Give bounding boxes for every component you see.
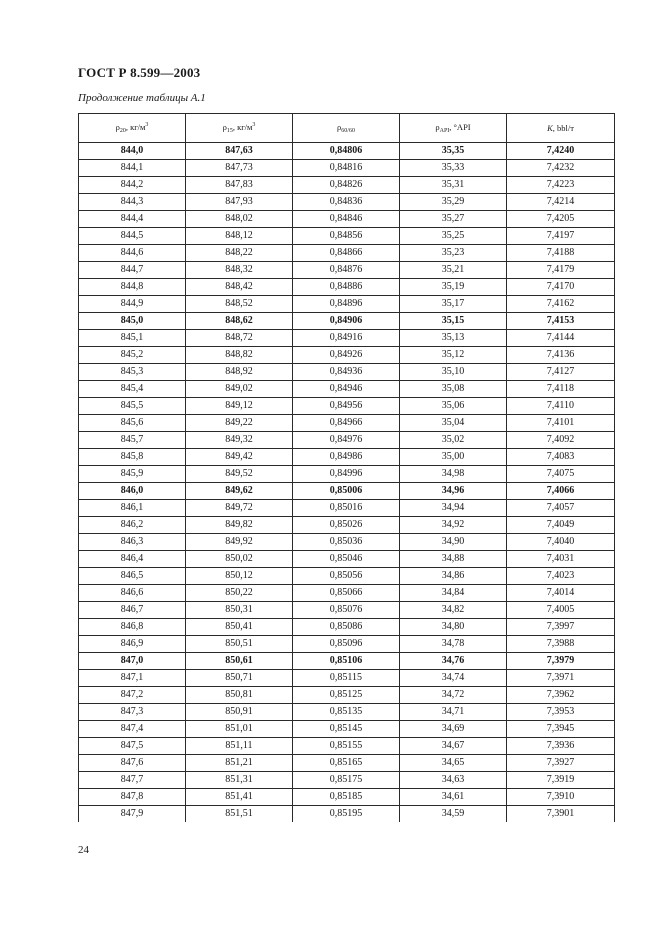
- table-body: [79, 143, 615, 823]
- cell-rho-api: 34,72: [400, 687, 507, 704]
- cell-rho60-60: 0,84856: [293, 228, 400, 245]
- table-header: [79, 114, 615, 143]
- table-row: [79, 704, 615, 721]
- cell-rho20: 845,2: [79, 347, 186, 364]
- cell-rho-api: 34,76: [400, 653, 507, 670]
- cell-rho-api: 34,65: [400, 755, 507, 772]
- cell-rho20: 847,2: [79, 687, 186, 704]
- cell-rho20: 844,2: [79, 177, 186, 194]
- cell-k: 7,4188: [507, 245, 615, 262]
- cell-rho20: 846,6: [79, 585, 186, 602]
- header-unit: , кг/м: [232, 122, 253, 132]
- cell-rho20: 845,6: [79, 415, 186, 432]
- cell-rho15: 849,02: [186, 381, 293, 398]
- table-caption: Продолжение таблицы А.1: [78, 92, 206, 104]
- col-header-rho15: [186, 114, 293, 143]
- table-row: [79, 432, 615, 449]
- density-table: [78, 113, 615, 822]
- cell-k: 7,4153: [507, 313, 615, 330]
- cell-rho-api: 34,71: [400, 704, 507, 721]
- cell-rho-api: 34,67: [400, 738, 507, 755]
- cell-rho20: 844,3: [79, 194, 186, 211]
- table-row: [79, 755, 615, 772]
- table-row: [79, 619, 615, 636]
- cell-rho60-60: 0,84936: [293, 364, 400, 381]
- cell-k: 7,4136: [507, 347, 615, 364]
- cell-rho-api: 35,04: [400, 415, 507, 432]
- cell-rho60-60: 0,85115: [293, 670, 400, 687]
- cell-rho15: 847,83: [186, 177, 293, 194]
- cell-k: 7,4110: [507, 398, 615, 415]
- cell-rho15: 849,72: [186, 500, 293, 517]
- table-row: [79, 415, 615, 432]
- cell-rho20: 846,3: [79, 534, 186, 551]
- cell-rho15: 849,22: [186, 415, 293, 432]
- cell-rho20: 845,0: [79, 313, 186, 330]
- cell-rho60-60: 0,84806: [293, 143, 400, 160]
- cell-rho60-60: 0,84886: [293, 279, 400, 296]
- cell-rho20: 846,1: [79, 500, 186, 517]
- cell-k: 7,4023: [507, 568, 615, 585]
- cell-rho20: 845,8: [79, 449, 186, 466]
- cell-rho-api: 34,98: [400, 466, 507, 483]
- cell-rho60-60: 0,85145: [293, 721, 400, 738]
- cell-rho20: 844,0: [79, 143, 186, 160]
- cell-rho60-60: 0,85175: [293, 772, 400, 789]
- cell-k: 7,4066: [507, 483, 615, 500]
- cell-rho-api: 35,27: [400, 211, 507, 228]
- cell-rho60-60: 0,84956: [293, 398, 400, 415]
- table-row: [79, 466, 615, 483]
- cell-rho60-60: 0,85135: [293, 704, 400, 721]
- cell-rho15: 849,82: [186, 517, 293, 534]
- table-row: [79, 602, 615, 619]
- cell-rho20: 846,0: [79, 483, 186, 500]
- cell-rho20: 846,2: [79, 517, 186, 534]
- table-row: [79, 687, 615, 704]
- cell-k: 7,3971: [507, 670, 615, 687]
- document-code: ГОСТ Р 8.599—2003: [78, 65, 201, 80]
- cell-rho60-60: 0,85026: [293, 517, 400, 534]
- cell-rho15: 850,81: [186, 687, 293, 704]
- cell-rho-api: 35,17: [400, 296, 507, 313]
- cell-rho60-60: 0,85125: [293, 687, 400, 704]
- cell-k: 7,3910: [507, 789, 615, 806]
- cell-rho20: 847,3: [79, 704, 186, 721]
- table-row: [79, 347, 615, 364]
- cell-rho60-60: 0,84946: [293, 381, 400, 398]
- cell-rho60-60: 0,84996: [293, 466, 400, 483]
- page-number: 24: [78, 844, 89, 856]
- cell-rho20: 844,1: [79, 160, 186, 177]
- table-row: [79, 143, 615, 160]
- cell-rho60-60: 0,84906: [293, 313, 400, 330]
- header-unit: , кг/м: [125, 122, 146, 132]
- cell-rho15: 851,41: [186, 789, 293, 806]
- cell-rho-api: 34,86: [400, 568, 507, 585]
- header-symbol: ρ: [115, 122, 120, 132]
- header-unit: , bbl/т: [552, 123, 574, 133]
- cell-rho15: 848,72: [186, 330, 293, 347]
- cell-k: 7,3936: [507, 738, 615, 755]
- cell-rho15: 849,52: [186, 466, 293, 483]
- cell-k: 7,4179: [507, 262, 615, 279]
- cell-rho15: 849,62: [186, 483, 293, 500]
- cell-rho60-60: 0,85106: [293, 653, 400, 670]
- table-row: [79, 568, 615, 585]
- header-subscript: API: [439, 128, 450, 134]
- cell-rho15: 850,51: [186, 636, 293, 653]
- cell-rho60-60: 0,85185: [293, 789, 400, 806]
- header-symbol: K: [547, 123, 553, 133]
- cell-rho15: 848,52: [186, 296, 293, 313]
- cell-rho20: 847,5: [79, 738, 186, 755]
- cell-rho15: 849,42: [186, 449, 293, 466]
- cell-rho20: 846,5: [79, 568, 186, 585]
- cell-k: 7,3927: [507, 755, 615, 772]
- cell-rho20: 847,4: [79, 721, 186, 738]
- cell-rho20: 845,7: [79, 432, 186, 449]
- cell-k: 7,4214: [507, 194, 615, 211]
- table-row: [79, 262, 615, 279]
- cell-rho15: 848,62: [186, 313, 293, 330]
- cell-rho15: 849,32: [186, 432, 293, 449]
- cell-rho-api: 34,69: [400, 721, 507, 738]
- cell-rho-api: 35,29: [400, 194, 507, 211]
- table-row: [79, 177, 615, 194]
- cell-rho-api: 34,74: [400, 670, 507, 687]
- cell-rho-api: 35,08: [400, 381, 507, 398]
- header-subscript: 60/60: [341, 128, 355, 134]
- cell-k: 7,4083: [507, 449, 615, 466]
- table-row: [79, 483, 615, 500]
- cell-rho60-60: 0,85016: [293, 500, 400, 517]
- table-row: [79, 551, 615, 568]
- header-superscript: 3: [252, 122, 256, 128]
- cell-rho15: 850,71: [186, 670, 293, 687]
- cell-rho20: 844,7: [79, 262, 186, 279]
- cell-rho15: 851,31: [186, 772, 293, 789]
- cell-rho-api: 35,00: [400, 449, 507, 466]
- cell-rho-api: 35,02: [400, 432, 507, 449]
- cell-rho60-60: 0,84896: [293, 296, 400, 313]
- cell-rho60-60: 0,85076: [293, 602, 400, 619]
- cell-rho15: 848,12: [186, 228, 293, 245]
- cell-rho-api: 34,96: [400, 483, 507, 500]
- header-subscript: 15: [226, 128, 233, 134]
- cell-rho20: 844,8: [79, 279, 186, 296]
- table-row: [79, 313, 615, 330]
- cell-k: 7,4232: [507, 160, 615, 177]
- cell-rho60-60: 0,85056: [293, 568, 400, 585]
- cell-rho-api: 34,94: [400, 500, 507, 517]
- cell-k: 7,3919: [507, 772, 615, 789]
- cell-rho60-60: 0,85046: [293, 551, 400, 568]
- cell-rho-api: 34,63: [400, 772, 507, 789]
- cell-rho60-60: 0,84916: [293, 330, 400, 347]
- cell-rho15: 850,12: [186, 568, 293, 585]
- cell-k: 7,4049: [507, 517, 615, 534]
- cell-rho20: 846,7: [79, 602, 186, 619]
- table-row: [79, 772, 615, 789]
- cell-rho20: 844,6: [79, 245, 186, 262]
- cell-rho15: 851,11: [186, 738, 293, 755]
- cell-rho60-60: 0,85096: [293, 636, 400, 653]
- cell-rho20: 844,9: [79, 296, 186, 313]
- cell-rho60-60: 0,85006: [293, 483, 400, 500]
- cell-rho-api: 35,31: [400, 177, 507, 194]
- cell-rho-api: 35,23: [400, 245, 507, 262]
- cell-k: 7,4118: [507, 381, 615, 398]
- cell-rho60-60: 0,84836: [293, 194, 400, 211]
- cell-rho-api: 35,15: [400, 313, 507, 330]
- cell-rho15: 849,12: [186, 398, 293, 415]
- cell-rho15: 848,02: [186, 211, 293, 228]
- table-row: [79, 296, 615, 313]
- cell-rho15: 850,41: [186, 619, 293, 636]
- cell-rho20: 844,4: [79, 211, 186, 228]
- header-superscript: 3: [145, 122, 149, 128]
- cell-rho-api: 35,13: [400, 330, 507, 347]
- table-row: [79, 330, 615, 347]
- header-symbol: ρ: [435, 122, 440, 132]
- cell-rho15: 849,92: [186, 534, 293, 551]
- cell-rho15: 848,92: [186, 364, 293, 381]
- table-row: [79, 279, 615, 296]
- table-row: [79, 228, 615, 245]
- cell-rho15: 850,22: [186, 585, 293, 602]
- cell-k: 7,4223: [507, 177, 615, 194]
- cell-rho20: 847,7: [79, 772, 186, 789]
- cell-rho20: 847,0: [79, 653, 186, 670]
- header-unit: , °API: [449, 122, 471, 132]
- cell-rho20: 847,6: [79, 755, 186, 772]
- cell-rho-api: 35,25: [400, 228, 507, 245]
- cell-rho-api: 35,10: [400, 364, 507, 381]
- cell-rho20: 845,4: [79, 381, 186, 398]
- cell-k: 7,4170: [507, 279, 615, 296]
- cell-k: 7,4005: [507, 602, 615, 619]
- table-row: [79, 585, 615, 602]
- header-row: [79, 114, 615, 143]
- cell-rho-api: 34,78: [400, 636, 507, 653]
- cell-rho20: 847,8: [79, 789, 186, 806]
- table-row: [79, 738, 615, 755]
- cell-rho15: 851,51: [186, 806, 293, 823]
- cell-k: 7,4205: [507, 211, 615, 228]
- cell-rho60-60: 0,84976: [293, 432, 400, 449]
- cell-rho20: 845,1: [79, 330, 186, 347]
- cell-rho15: 850,61: [186, 653, 293, 670]
- col-header-rho60: [293, 114, 400, 143]
- cell-rho20: 847,9: [79, 806, 186, 823]
- cell-rho-api: 35,06: [400, 398, 507, 415]
- cell-k: 7,4092: [507, 432, 615, 449]
- table-row: [79, 806, 615, 823]
- cell-rho15: 848,82: [186, 347, 293, 364]
- cell-k: 7,4162: [507, 296, 615, 313]
- cell-rho-api: 35,19: [400, 279, 507, 296]
- table-row: [79, 721, 615, 738]
- col-header-k: [507, 114, 615, 143]
- cell-k: 7,3953: [507, 704, 615, 721]
- cell-rho60-60: 0,84826: [293, 177, 400, 194]
- cell-rho-api: 34,84: [400, 585, 507, 602]
- cell-rho20: 846,4: [79, 551, 186, 568]
- cell-rho-api: 34,90: [400, 534, 507, 551]
- cell-rho60-60: 0,85195: [293, 806, 400, 823]
- cell-rho60-60: 0,85086: [293, 619, 400, 636]
- cell-rho60-60: 0,85155: [293, 738, 400, 755]
- cell-rho-api: 34,61: [400, 789, 507, 806]
- cell-rho15: 850,31: [186, 602, 293, 619]
- table-row: [79, 211, 615, 228]
- cell-rho60-60: 0,84816: [293, 160, 400, 177]
- cell-k: 7,4057: [507, 500, 615, 517]
- cell-k: 7,4101: [507, 415, 615, 432]
- cell-rho20: 846,9: [79, 636, 186, 653]
- cell-k: 7,4197: [507, 228, 615, 245]
- cell-rho20: 846,8: [79, 619, 186, 636]
- table-row: [79, 194, 615, 211]
- cell-rho60-60: 0,84986: [293, 449, 400, 466]
- cell-k: 7,3962: [507, 687, 615, 704]
- cell-rho15: 848,32: [186, 262, 293, 279]
- cell-rho60-60: 0,84926: [293, 347, 400, 364]
- header-subscript: 20: [119, 128, 126, 134]
- cell-rho-api: 34,59: [400, 806, 507, 823]
- cell-rho15: 848,22: [186, 245, 293, 262]
- cell-k: 7,4144: [507, 330, 615, 347]
- cell-rho20: 844,5: [79, 228, 186, 245]
- table-row: [79, 636, 615, 653]
- cell-rho20: 845,9: [79, 466, 186, 483]
- table-row: [79, 534, 615, 551]
- cell-k: 7,4240: [507, 143, 615, 160]
- table-row: [79, 160, 615, 177]
- table-row: [79, 517, 615, 534]
- cell-rho15: 847,93: [186, 194, 293, 211]
- cell-k: 7,4014: [507, 585, 615, 602]
- cell-k: 7,3945: [507, 721, 615, 738]
- cell-k: 7,4127: [507, 364, 615, 381]
- table-row: [79, 245, 615, 262]
- cell-rho60-60: 0,85165: [293, 755, 400, 772]
- cell-rho15: 848,42: [186, 279, 293, 296]
- col-header-rho-api: [400, 114, 507, 143]
- cell-k: 7,4031: [507, 551, 615, 568]
- cell-rho60-60: 0,84846: [293, 211, 400, 228]
- cell-rho15: 847,73: [186, 160, 293, 177]
- cell-k: 7,4040: [507, 534, 615, 551]
- cell-rho60-60: 0,85036: [293, 534, 400, 551]
- cell-rho-api: 35,12: [400, 347, 507, 364]
- table-row: [79, 653, 615, 670]
- cell-rho60-60: 0,84966: [293, 415, 400, 432]
- cell-rho15: 847,63: [186, 143, 293, 160]
- cell-k: 7,4075: [507, 466, 615, 483]
- cell-rho-api: 34,92: [400, 517, 507, 534]
- cell-rho15: 851,21: [186, 755, 293, 772]
- cell-rho-api: 35,21: [400, 262, 507, 279]
- table-row: [79, 398, 615, 415]
- cell-k: 7,3988: [507, 636, 615, 653]
- header-symbol: ρ: [222, 122, 227, 132]
- header-symbol: ρ: [337, 122, 342, 132]
- cell-rho20: 845,5: [79, 398, 186, 415]
- cell-rho15: 850,02: [186, 551, 293, 568]
- cell-rho15: 851,01: [186, 721, 293, 738]
- cell-rho60-60: 0,84866: [293, 245, 400, 262]
- table-row: [79, 364, 615, 381]
- cell-k: 7,3901: [507, 806, 615, 823]
- cell-rho60-60: 0,85066: [293, 585, 400, 602]
- cell-rho-api: 34,88: [400, 551, 507, 568]
- table-row: [79, 500, 615, 517]
- table-row: [79, 449, 615, 466]
- cell-rho15: 850,91: [186, 704, 293, 721]
- cell-rho20: 847,1: [79, 670, 186, 687]
- cell-k: 7,3997: [507, 619, 615, 636]
- cell-rho-api: 34,80: [400, 619, 507, 636]
- cell-rho-api: 34,82: [400, 602, 507, 619]
- table-row: [79, 670, 615, 687]
- cell-rho-api: 35,35: [400, 143, 507, 160]
- cell-rho-api: 35,33: [400, 160, 507, 177]
- col-header-rho20: [79, 114, 186, 143]
- cell-k: 7,3979: [507, 653, 615, 670]
- table-row: [79, 789, 615, 806]
- cell-rho20: 845,3: [79, 364, 186, 381]
- table-row: [79, 381, 615, 398]
- cell-rho60-60: 0,84876: [293, 262, 400, 279]
